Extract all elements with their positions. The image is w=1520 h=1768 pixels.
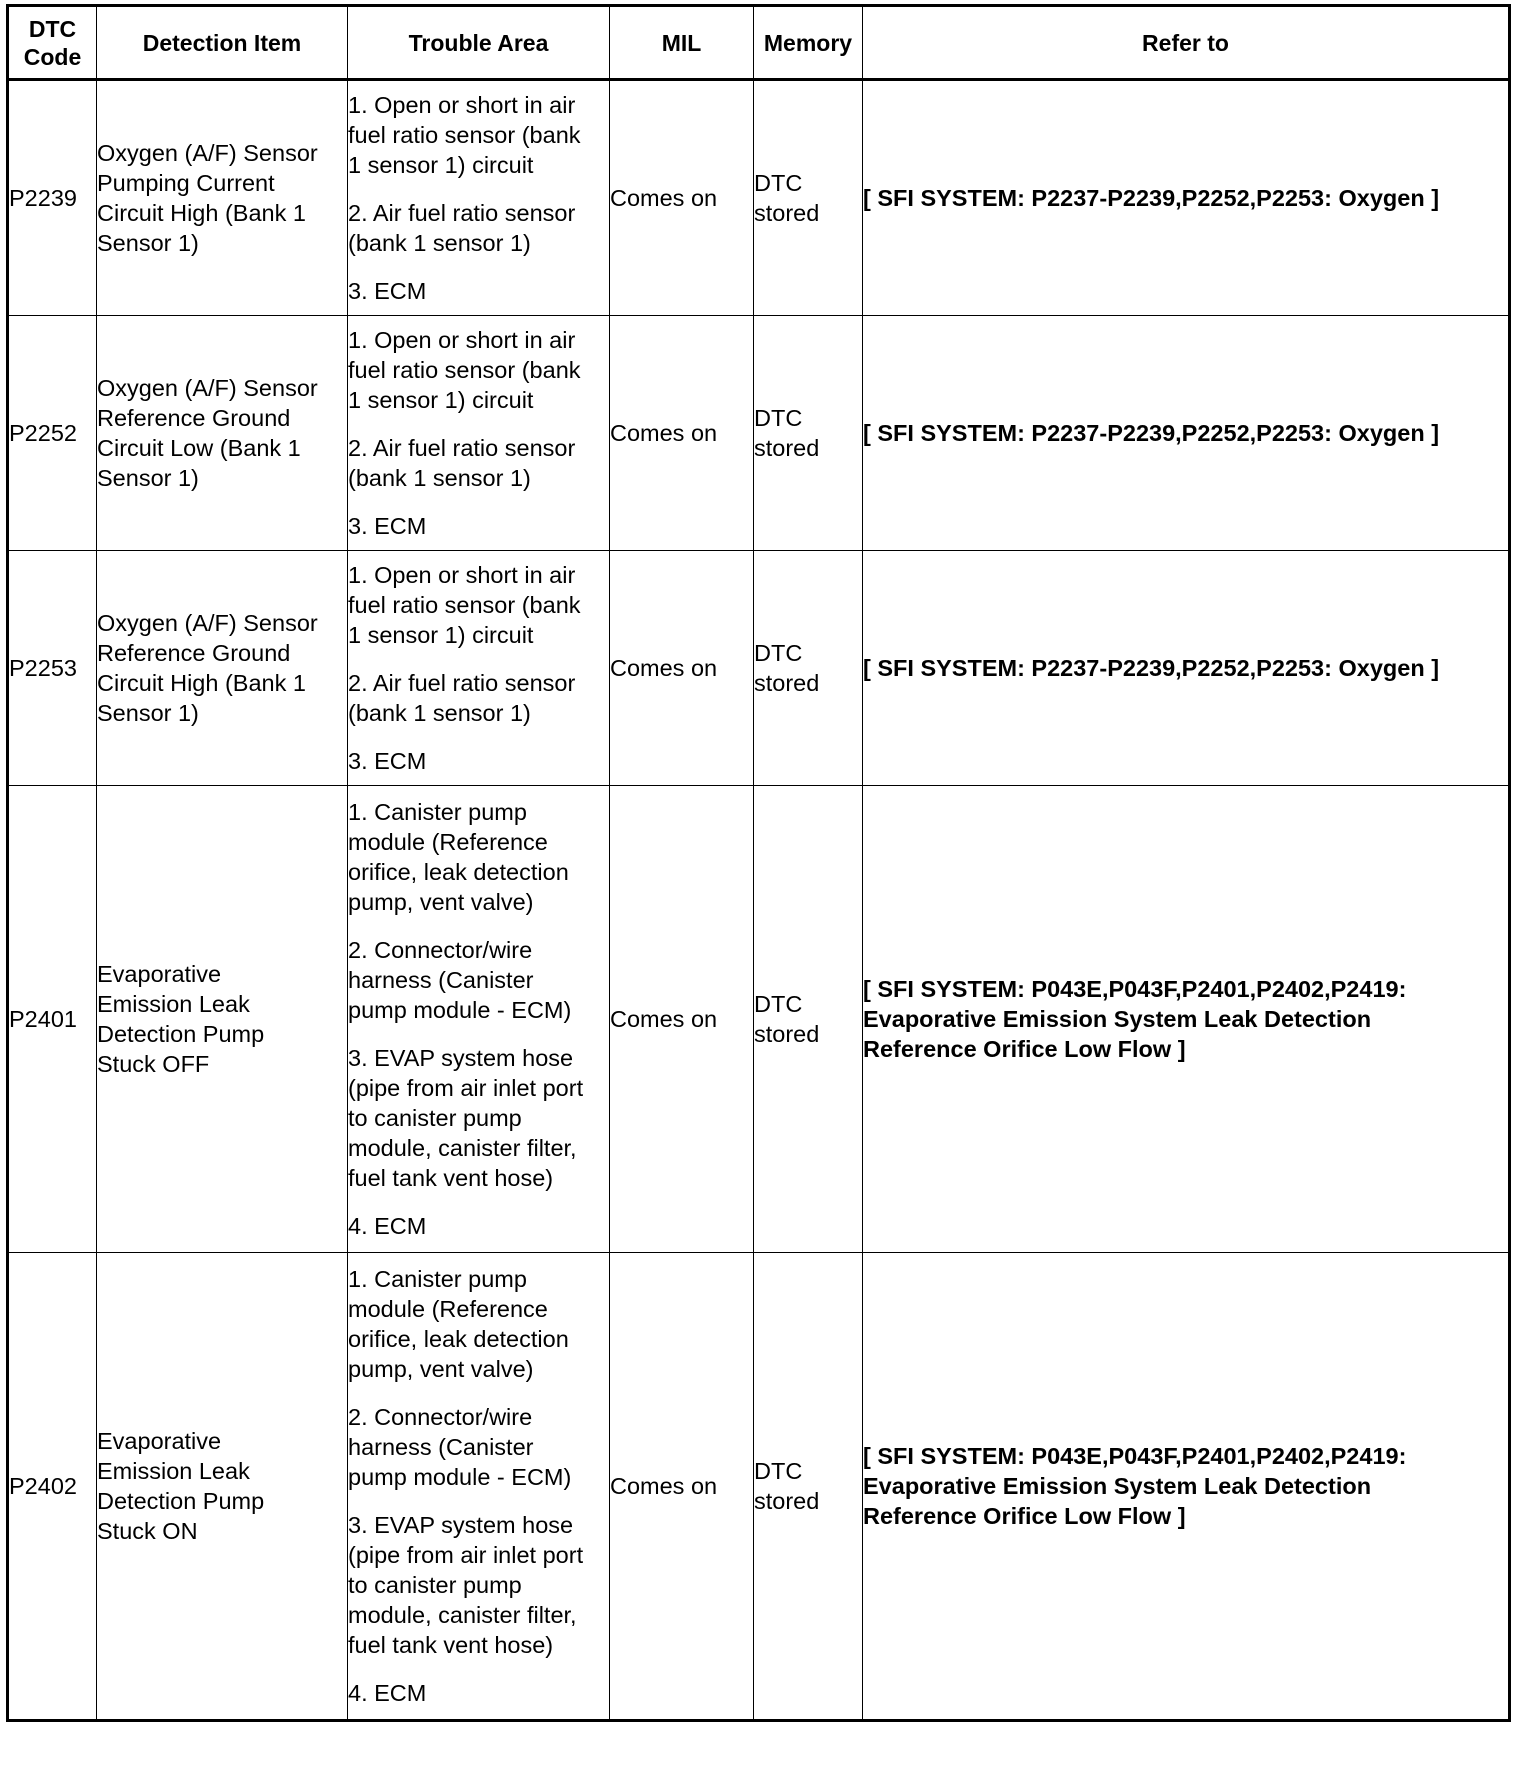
trouble-area-item: 3. EVAP system hose (pipe from air inlet port to canister pump module, canister filter, fuel tank vent hose) <box>348 1512 584 1658</box>
refer-to-link[interactable]: [ SFI SYSTEM: P2237-P2239,P2252,P2253: Oxygen ] <box>863 80 1510 316</box>
mil-cell: Comes on <box>610 316 754 551</box>
dtc-code-cell: P2401 <box>8 786 97 1253</box>
refer-to-link[interactable]: [ SFI SYSTEM: P043E,P043F,P2401,P2402,P2419: Evaporative Emission System Leak Detection Reference Orifice Low Flow ] <box>863 786 1510 1253</box>
trouble-area-item: 1. Canister pump module (Reference orifice, leak detection pump, vent valve) <box>348 799 569 915</box>
mil-cell: Comes on <box>610 551 754 786</box>
refer-to-link[interactable]: [ SFI SYSTEM: P2237-P2239,P2252,P2253: Oxygen ] <box>863 551 1510 786</box>
mil-cell: Comes on <box>610 80 754 316</box>
dtc-code-cell: P2253 <box>8 551 97 786</box>
trouble-area-item: 1. Canister pump module (Reference orifice, leak detection pump, vent valve) <box>348 1266 569 1382</box>
memory-cell: DTC stored <box>754 786 863 1253</box>
trouble-area-item: 1. Open or short in air fuel ratio sensor (bank 1 sensor 1) circuit <box>348 92 581 178</box>
trouble-area-item: 1. Open or short in air fuel ratio sensor (bank 1 sensor 1) circuit <box>348 327 581 413</box>
table-row <box>8 1253 1510 1721</box>
memory-cell: DTC stored <box>754 80 863 316</box>
header-refer-to: Refer to <box>863 6 1510 80</box>
memory-cell: DTC stored <box>754 551 863 786</box>
header-trouble-area: Trouble Area <box>348 6 610 80</box>
dtc-code-cell: P2402 <box>8 1253 97 1721</box>
header-detection-item: Detection Item <box>97 6 348 80</box>
header-dtc-code: DTC Code <box>8 6 97 80</box>
trouble-area-item: 3. ECM <box>348 513 427 539</box>
mil-cell: Comes on <box>610 786 754 1253</box>
header-mil: MIL <box>610 6 754 80</box>
trouble-area-item: 3. ECM <box>348 748 427 774</box>
dtc-code-cell: P2239 <box>8 80 97 316</box>
trouble-area-item: 2. Connector/wire harness (Canister pump module - ECM) <box>348 1404 572 1490</box>
trouble-area-item: 3. EVAP system hose (pipe from air inlet port to canister pump module, canister filter, fuel tank vent hose) <box>348 1045 584 1191</box>
trouble-area-item: 1. Open or short in air fuel ratio sensor (bank 1 sensor 1) circuit <box>348 562 581 648</box>
detection-item-cell: Evaporative Emission Leak Detection Pump Stuck ON <box>97 1253 348 1721</box>
detection-item-cell: Evaporative Emission Leak Detection Pump Stuck OFF <box>97 786 348 1253</box>
dtc-table-container <box>6 4 1511 1722</box>
trouble-area-item: 3. ECM <box>348 278 427 304</box>
trouble-area-item: 4. ECM <box>348 1213 427 1239</box>
table-header-row <box>8 6 1510 80</box>
memory-cell: DTC stored <box>754 1253 863 1721</box>
memory-cell: DTC stored <box>754 316 863 551</box>
trouble-area-item: 2. Air fuel ratio sensor (bank 1 sensor 1) <box>348 200 576 256</box>
trouble-area-cell <box>348 786 610 1253</box>
detection-item-cell: Oxygen (A/F) Sensor Pumping Current Circuit High (Bank 1 Sensor 1) <box>97 80 348 316</box>
trouble-area-item: 2. Air fuel ratio sensor (bank 1 sensor 1) <box>348 435 576 491</box>
mil-cell: Comes on <box>610 1253 754 1721</box>
trouble-area-item: 4. ECM <box>348 1680 427 1706</box>
detection-item-cell: Oxygen (A/F) Sensor Reference Ground Circuit High (Bank 1 Sensor 1) <box>97 551 348 786</box>
dtc-table <box>6 4 1511 1722</box>
table-row <box>8 80 1510 316</box>
table-row <box>8 316 1510 551</box>
header-memory: Memory <box>754 6 863 80</box>
dtc-code-cell: P2252 <box>8 316 97 551</box>
table-row <box>8 551 1510 786</box>
refer-to-link[interactable]: [ SFI SYSTEM: P2237-P2239,P2252,P2253: Oxygen ] <box>863 316 1510 551</box>
trouble-area-item: 2. Air fuel ratio sensor (bank 1 sensor 1) <box>348 670 576 726</box>
table-row <box>8 786 1510 1253</box>
refer-to-link[interactable]: [ SFI SYSTEM: P043E,P043F,P2401,P2402,P2419: Evaporative Emission System Leak Detection Reference Orifice Low Flow ] <box>863 1253 1510 1721</box>
detection-item-cell: Oxygen (A/F) Sensor Reference Ground Circuit Low (Bank 1 Sensor 1) <box>97 316 348 551</box>
trouble-area-cell <box>348 80 610 316</box>
trouble-area-cell <box>348 1253 610 1721</box>
trouble-area-item: 2. Connector/wire harness (Canister pump module - ECM) <box>348 937 572 1023</box>
trouble-area-cell <box>348 551 610 786</box>
trouble-area-cell <box>348 316 610 551</box>
